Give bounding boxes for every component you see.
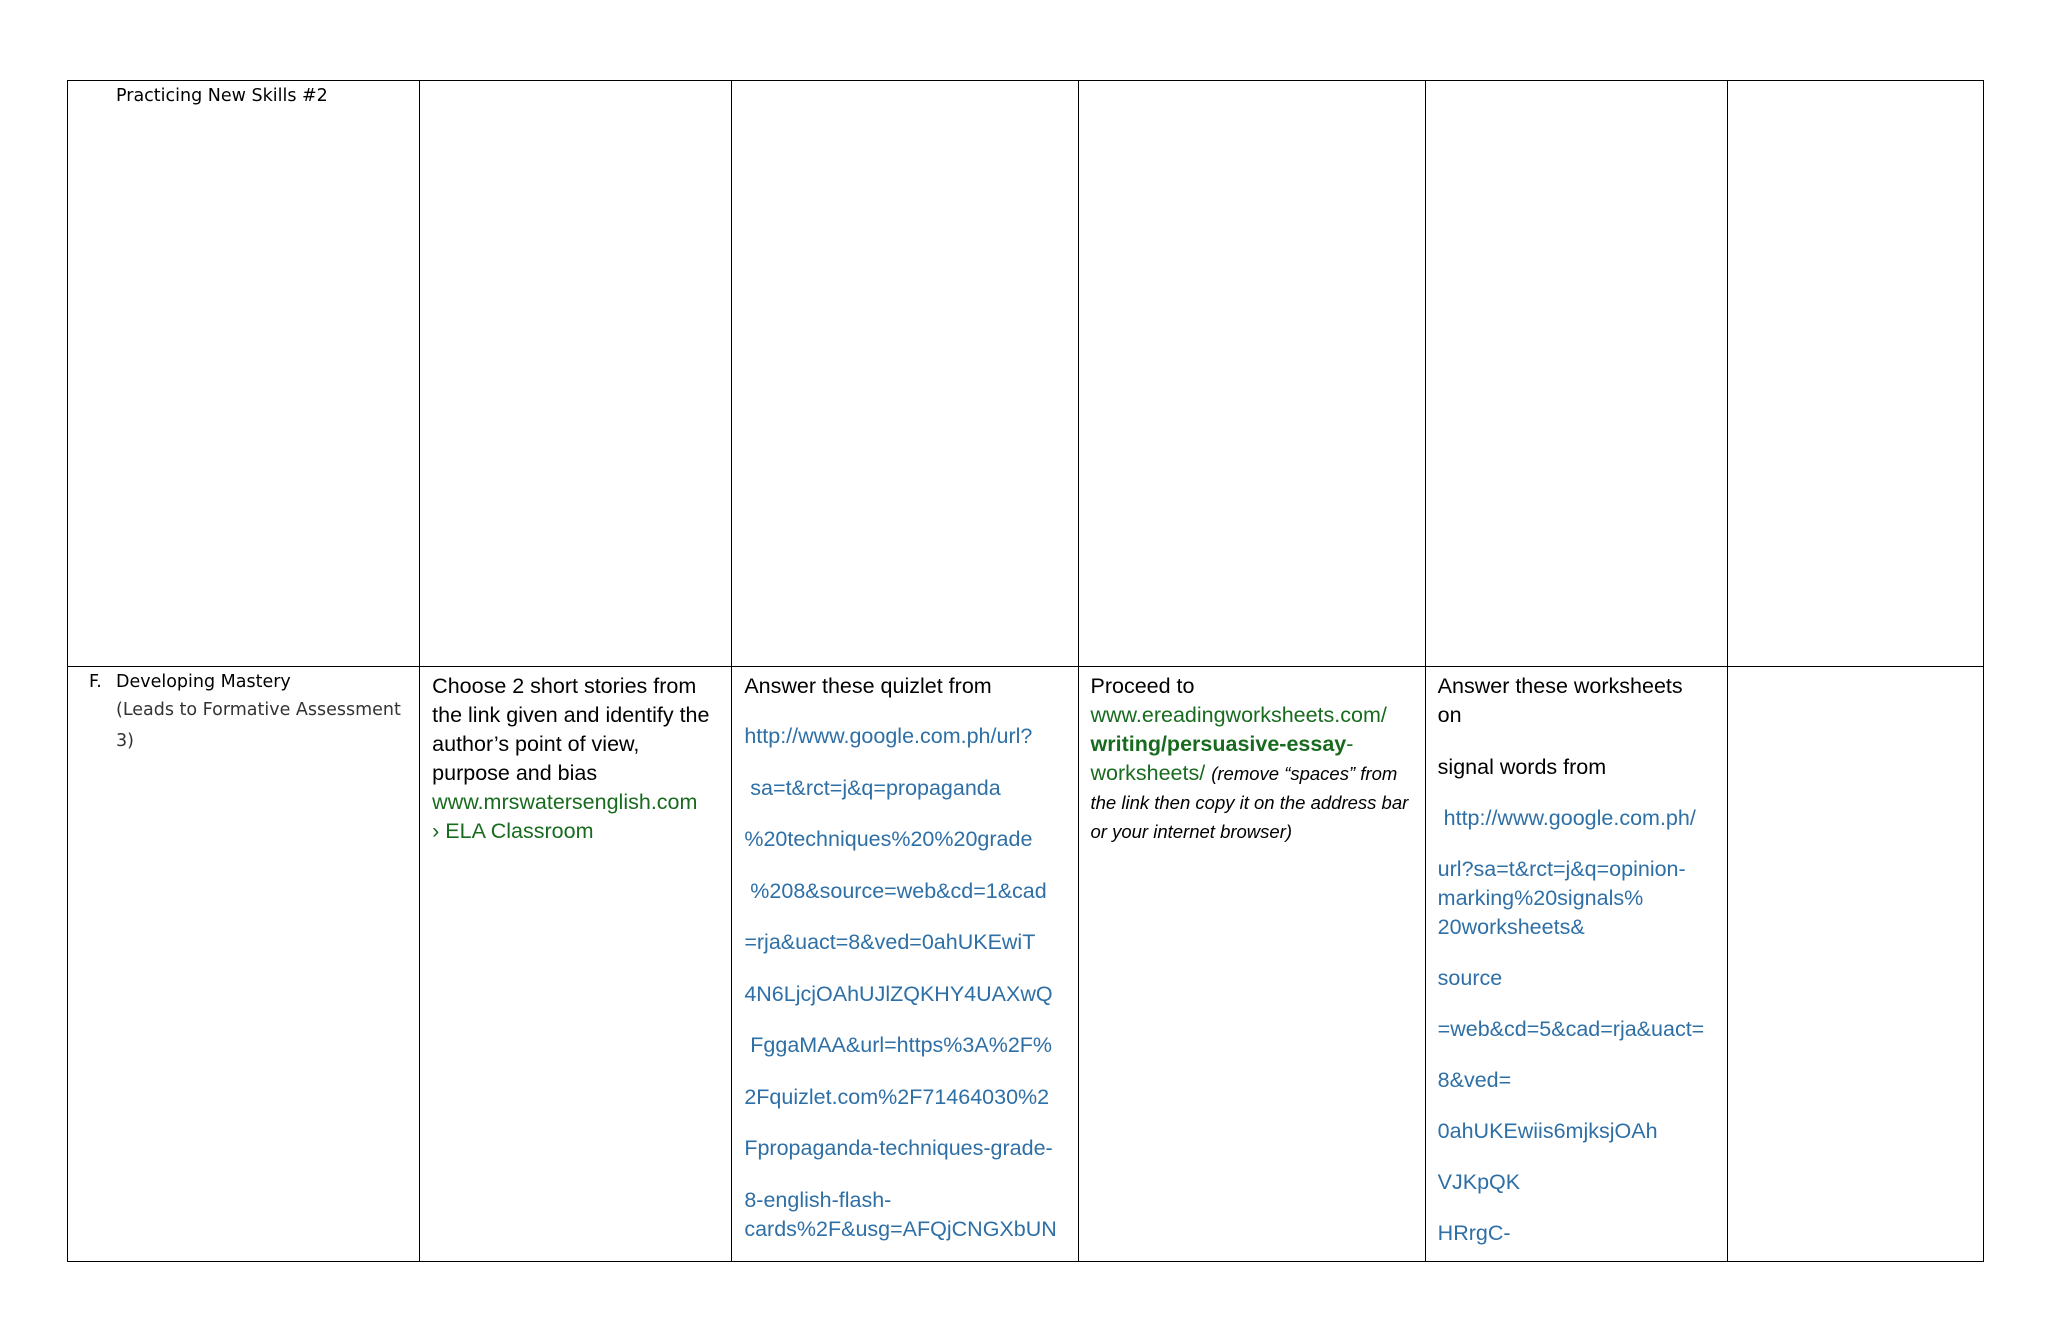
lesson-plan-table bbox=[67, 80, 1984, 1262]
cell-empty bbox=[1425, 81, 1727, 667]
quizlet-url-line: %20techniques%20%20grade bbox=[744, 827, 1033, 851]
quizlet-url-line: http://www.google.com.ph/url? bbox=[744, 724, 1033, 748]
quizlet-url-line: 8-english-flash- bbox=[744, 1187, 892, 1212]
quizlet-url-line: 2Fquizlet.com%2F71464030%2 bbox=[744, 1084, 1050, 1109]
row-sublabel-line2: 3) bbox=[116, 731, 134, 751]
mrswaters-link-line2: › ELA Classroom bbox=[432, 819, 594, 843]
cell-quizlet bbox=[732, 667, 1078, 1262]
ereading-note: (remove “spaces” from the link then copy it on the address bar or your internet browser) bbox=[1090, 763, 1409, 842]
signal-url-line: 8&ved= bbox=[1437, 1068, 1512, 1092]
signal-url-line: VJKpQK bbox=[1437, 1170, 1521, 1194]
quizlet-url-line: Fpropaganda-techniques-grade- bbox=[744, 1136, 1053, 1160]
quizlet-intro: Answer these quizlet from bbox=[744, 674, 992, 698]
cell-signal-words bbox=[1425, 667, 1727, 1262]
cell-empty bbox=[420, 81, 732, 667]
row-letter: F. bbox=[89, 672, 102, 692]
ereading-link-dash[interactable]: - bbox=[1346, 732, 1354, 756]
quizlet-link[interactable] bbox=[744, 711, 1065, 1244]
quizlet-url-line: =rja&uact=8&ved=0ahUKEwiT bbox=[744, 930, 1036, 954]
cell-short-stories bbox=[420, 667, 732, 1262]
signal-url-line: =web&cd=5&cad=rja&uact= bbox=[1437, 1017, 1705, 1041]
ereading-link-bold[interactable]: writing/persuasive-essay bbox=[1090, 732, 1347, 756]
row-label-practicing: Practicing New Skills #2 bbox=[116, 86, 328, 106]
table-row-developing-mastery bbox=[68, 667, 1984, 1262]
quizlet-url-line: FggaMAA&url=https%3A%2F% bbox=[744, 1033, 1053, 1057]
ereading-link-part3[interactable]: worksheets/ bbox=[1090, 761, 1206, 785]
row-label-developing-mastery: Developing Mastery bbox=[116, 672, 291, 692]
short-stories-instructions: Choose 2 short stories from the link given and identify the author’s point of view, purpose and bias bbox=[432, 674, 710, 785]
signal-url-line: source bbox=[1437, 966, 1503, 990]
signal-url-line: url?sa=t&rct=j&q=opinion- bbox=[1437, 857, 1686, 881]
signal-intro-line1: Answer these worksheets bbox=[1437, 674, 1683, 698]
cell-empty bbox=[1727, 667, 1983, 1262]
quizlet-url-line: 4N6LjcjOAhUJlZQKHY4UAXwQ bbox=[744, 981, 1053, 1006]
quizlet-url-line: sa=t&rct=j&q=propaganda bbox=[744, 775, 1001, 800]
quizlet-url-line: %208&source=web&cd=1&cad bbox=[744, 878, 1047, 903]
cell-empty bbox=[1078, 81, 1425, 667]
signal-intro-line2: on bbox=[1437, 703, 1462, 727]
cell-label-practicing bbox=[68, 81, 420, 667]
signal-words-link[interactable] bbox=[1438, 804, 1715, 1248]
signal-intro-line3: signal words from bbox=[1437, 755, 1607, 779]
quizlet-url-line: cards%2F&usg=AFQjCNGXbUN bbox=[744, 1216, 1057, 1241]
cell-label-developing-mastery bbox=[68, 667, 420, 1262]
mrswaters-link[interactable] bbox=[432, 788, 719, 846]
row-sublabel-line1: (Leads to Formative Assessment bbox=[116, 700, 401, 720]
ereading-link-block bbox=[1091, 701, 1413, 846]
ereading-link-part1[interactable]: www.ereadingworksheets.com/ bbox=[1090, 703, 1387, 727]
signal-url-line: HRrgC- bbox=[1437, 1221, 1511, 1245]
signal-url-line: http://www.google.com.ph/ bbox=[1437, 806, 1696, 830]
signal-url-line: 0ahUKEwiis6mjksjOAh bbox=[1437, 1119, 1658, 1143]
mrswaters-link-line1: www.mrswatersenglish.com bbox=[432, 790, 698, 814]
cell-empty bbox=[1727, 81, 1983, 667]
signal-url-line: 20worksheets& bbox=[1437, 915, 1585, 939]
table-row-practicing bbox=[68, 81, 1984, 667]
signal-url-line: marking%20signals% bbox=[1437, 886, 1644, 910]
ereading-intro: Proceed to bbox=[1090, 674, 1195, 698]
cell-ereading bbox=[1078, 667, 1425, 1262]
cell-empty bbox=[732, 81, 1078, 667]
